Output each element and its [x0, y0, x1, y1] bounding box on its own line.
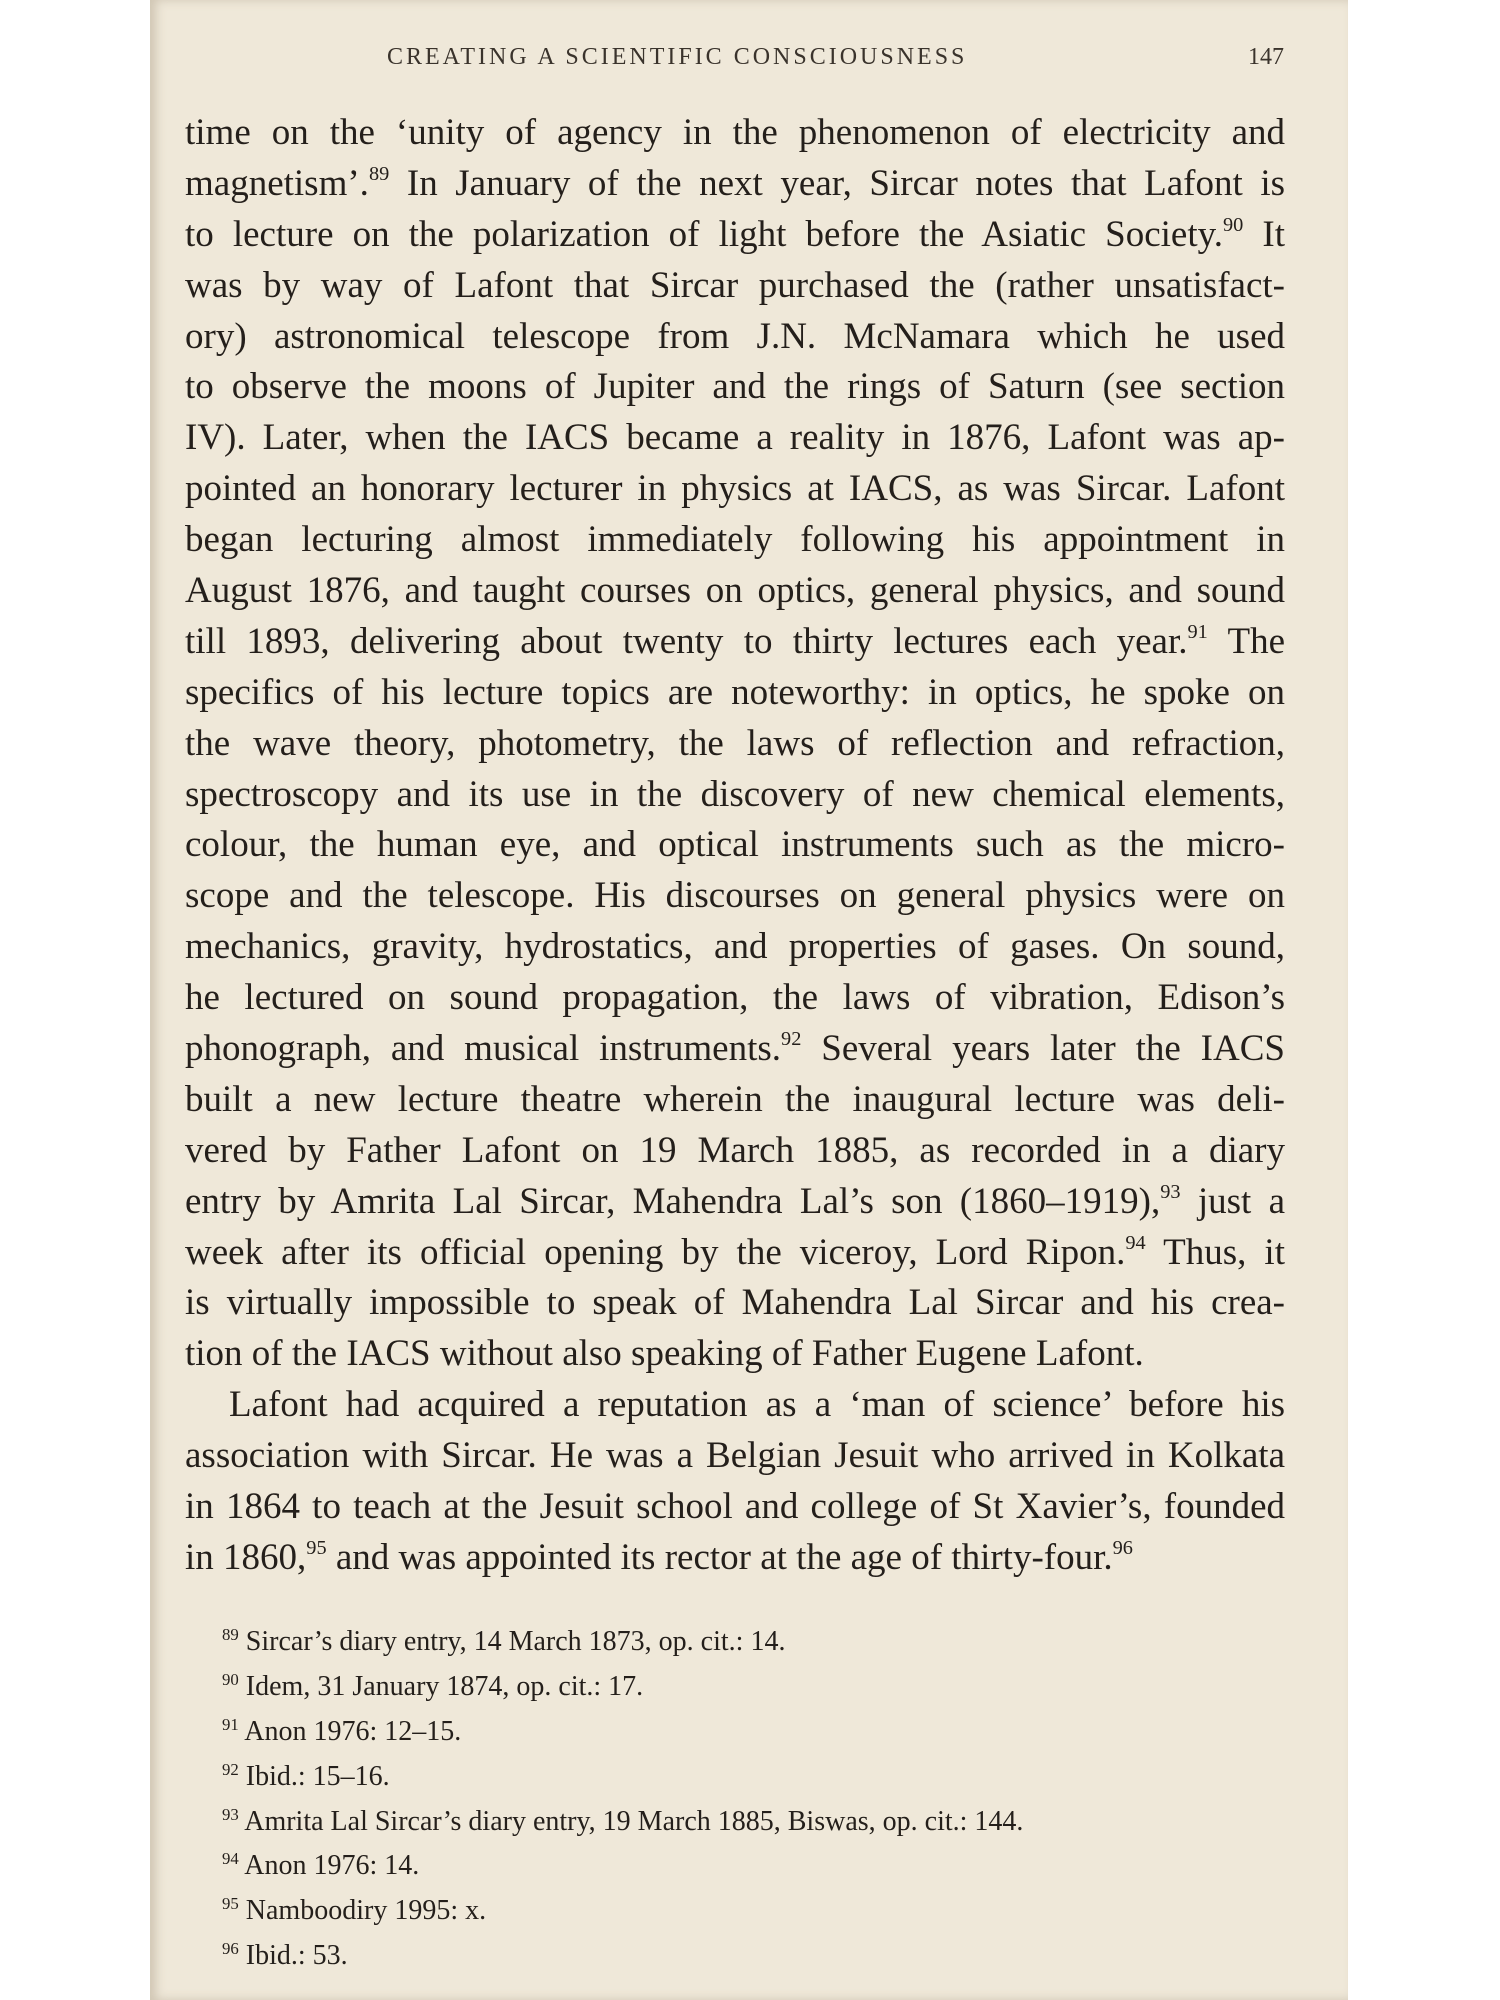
footnote-number: 89 [222, 1624, 239, 1644]
footnote [222, 1710, 1282, 1755]
footnote-ref: 92 [781, 1027, 802, 1050]
footnote-ref: 89 [368, 162, 390, 185]
text-line: time on the ‘unity of agency in the phenomenon of electricity and [185, 112, 1285, 153]
text-line: vered by Father Lafont on 19 March 1885, as recorded in a diary [185, 1129, 1285, 1171]
scanned-page [150, 0, 1348, 2000]
footnote-ref: 95 [306, 1536, 327, 1559]
footnote-text: Sircar’s diary entry, 14 March 1873, op. cit.: 14. [238, 1626, 786, 1657]
text-line: began lecturing almost immediately following his appointment in [185, 519, 1285, 561]
text-line: entry by Amrita Lal Sircar, Mahendra Lal’s son (1860–1919),$^{93}$ just a [185, 1180, 1285, 1222]
text-line: was by way of Lafont that Sircar purchased the (rather unsatisfact- [185, 264, 1285, 306]
text-line: he lectured on sound propagation, the laws of vibration, Edison’s [185, 977, 1285, 1019]
footnote [222, 1934, 1282, 1979]
footnote-ref: 94 [1125, 1231, 1146, 1254]
footnote-text: Idem, 31 January 1874, op. cit.: 17. [238, 1670, 644, 1702]
paragraph-1 [185, 108, 1285, 1380]
text-line: to observe the moons of Jupiter and the rings of Saturn (see section [185, 366, 1285, 408]
footnote-text: Anon 1976: 12–15. [238, 1715, 462, 1747]
text-line: August 1876, and taught courses on optics, general physics, and sound [185, 570, 1285, 612]
footnote-number: 93 [222, 1804, 239, 1824]
text-line: phonograph, and musical instruments.$^{92}$ Several years later the IACS [185, 1027, 1285, 1070]
text-line: is virtually impossible to speak of Mahendra Lal Sircar and his crea- [185, 1282, 1285, 1324]
footnote [222, 1844, 1282, 1889]
footnote-number: 91 [222, 1714, 239, 1734]
text-line: tion of the IACS without also speaking of Father Eugene Lafont. [185, 1333, 1144, 1375]
text-line: Lafont had acquired a reputation as a ‘man of science’ before his [229, 1384, 1285, 1426]
footnote [222, 1665, 1282, 1710]
text-line: in 1864 to teach at the Jesuit school and college of St Xavier’s, founded [185, 1486, 1285, 1528]
text-line: ory) astronomical telescope from J.N. McNamara which he used [185, 315, 1285, 357]
text-line: IV). Later, when the IACS became a reality in 1876, Lafont was ap- [185, 417, 1285, 459]
footnote [222, 1755, 1282, 1800]
text-line: built a new lecture theatre wherein the inaugural lecture was deli- [185, 1078, 1285, 1120]
footnote-number: 96 [222, 1939, 239, 1959]
footnote-text: Ibid.: 53. [238, 1940, 348, 1972]
text-line: the wave theory, photometry, the laws of reflection and refraction, [185, 722, 1285, 764]
footnote-ref: 93 [1160, 1180, 1181, 1203]
footnote-text: Namboodiry 1995: x. [238, 1895, 487, 1927]
text-line: to lecture on the polarization of light before the Asiatic Society.$^{90}$ It [185, 213, 1285, 255]
text-line: spectroscopy and its use in the discovery of new chemical elements, [185, 773, 1285, 815]
page-header [150, 44, 1348, 84]
footnote-text: Amrita Lal Sircar’s diary entry, 19 March 1885, Biswas, op. cit.: 144. [238, 1805, 1024, 1837]
text-line: colour, the human eye, and optical instruments such as the micro- [185, 824, 1285, 866]
body-text [185, 108, 1285, 1584]
text-line: pointed an honorary lecturer in physics at IACS, as was Sircar. Lafont [185, 468, 1285, 510]
paragraph-2 [185, 1380, 1285, 1584]
footnotes [222, 1620, 1282, 1979]
page-number: 147 [1248, 44, 1284, 70]
running-head: CREATING A SCIENTIFIC CONSCIOUSNESS [387, 44, 968, 70]
text-line: specifics of his lecture topics are noteworthy: in optics, he spoke on [185, 671, 1285, 713]
text-line: magnetism’.$^{89}$ In January of the next year, Sircar notes that Lafont is [185, 162, 1285, 204]
footnote [222, 1620, 1282, 1665]
text-line: week after its official opening by the viceroy, Lord Ripon.$^{94}$ Thus, it [185, 1231, 1285, 1273]
footnote-ref: 96 [1112, 1536, 1133, 1559]
text-line: scope and the telescope. His discourses on general physics were on [185, 875, 1285, 917]
footnote [222, 1800, 1282, 1845]
footnote-ref: 91 [1187, 620, 1208, 643]
text-line: in 1860,95 and was appointed its rector at the age of thirty-four.$^{96}$ [185, 1536, 1133, 1578]
footnote-text: Anon 1976: 14. [238, 1850, 420, 1882]
text-line: mechanics, gravity, hydrostatics, and properties of gases. On sound, [185, 926, 1285, 968]
footnote-number: 90 [222, 1669, 239, 1689]
footnote-number: 94 [222, 1849, 239, 1869]
footnote-number: 95 [222, 1894, 239, 1914]
footnote [222, 1889, 1282, 1934]
text-line: till 1893, delivering about twenty to thirty lectures each year.$^{91}$ The [185, 620, 1285, 662]
footnote-ref: 90 [1222, 213, 1244, 236]
footnote-text: Ibid.: 15–16. [238, 1760, 390, 1792]
text-line: association with Sircar. He was a Belgian Jesuit who arrived in Kolkata [185, 1435, 1285, 1477]
footnote-number: 92 [222, 1759, 239, 1779]
